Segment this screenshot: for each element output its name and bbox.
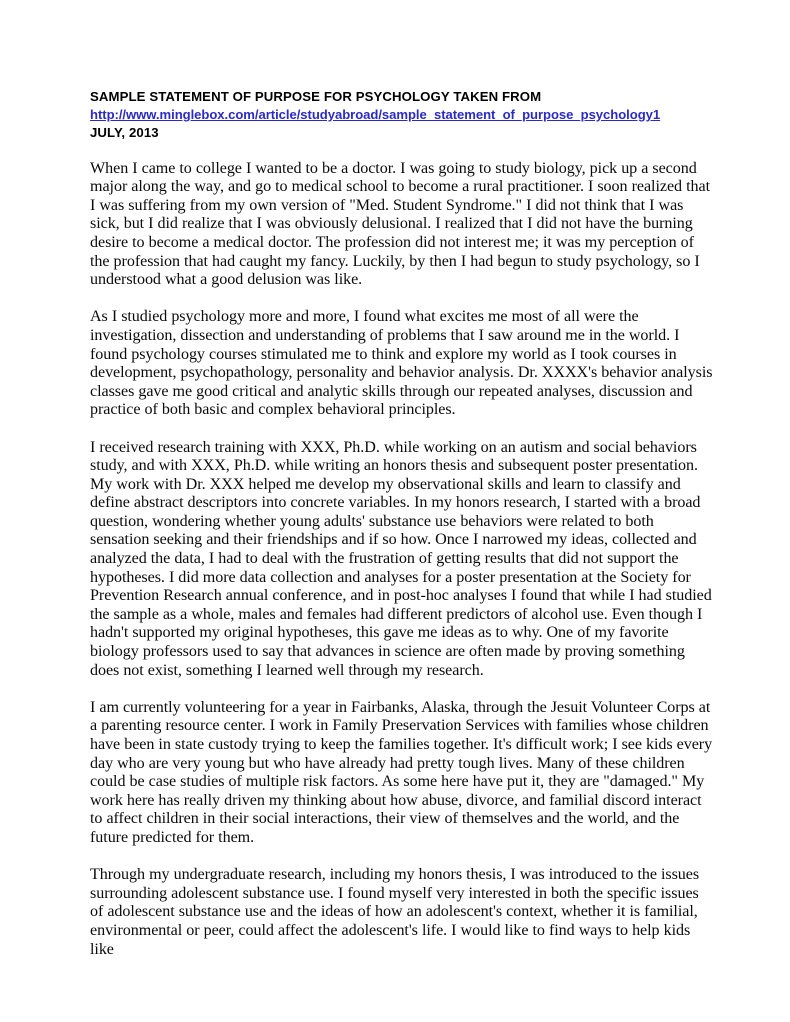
source-url-link[interactable]: http://www.minglebox.com/article/studyabroad/sample_statement_of_purpose_psychology1 (90, 107, 661, 123)
paragraph-2: As I studied psychology more and more, I found what excites me most of all were the investigation, dissection and understanding of problems that I saw around me in the world. I found psychology courses stimulated me to think and explore my world as I took courses in development, psychopathology, personality and behavior analysis. Dr. XXXX's behavior analysis classes gave me good critical and analytic skills through our repeated analyses, discussion and practice of both basic and complex behavioral principles. (90, 308, 713, 419)
document-date: JULY, 2013 (90, 125, 159, 141)
document-body (90, 160, 716, 960)
paragraph-3: I received research training with XXX, Ph.D. while working on an autism and social behaviors study, and with XXX, Ph.D. while writing an honors thesis and subsequent poster presentation. My work with Dr. XXX helped me develop my observational skills and learn to classify and define abstract descriptors into concrete variables. In my honors research, I started with a broad question, wondering whether young adults' substance use behaviors were related to both sensation seeking and their friendships and if so how. Once I narrowed my ideas, collected and analyzed the data, I had to deal with the frustration of getting results that did not support the hypotheses. I did more data collection and analyses for a poster presentation at the Society for Prevention Research annual conference, and in post-hoc analyses I found that while I had studied the sample as a whole, males and females had different predictors of alcohol use. Even though I hadn't supported my original hypotheses, this gave me ideas as to why. One of my favorite biology professors used to say that advances in science are often made by proving something does not exist, something I learned well through my research. (90, 438, 712, 679)
paragraph-1: When I came to college I wanted to be a doctor. I was going to study biology, pick up a second major along the way, and go to medical school to become a rural practitioner. I soon realized that I was suffering from my own version of "Med. Student Syndrome." I did not think that I was sick, but I did realize that I was obviously delusional. I realized that I did not have the burning desire to become a medical doctor. The profession did not interest me; it was my perception of the profession that had caught my fancy. Luckily, by then I had begun to study psychology, so I understood what a good delusion was like. (90, 159, 710, 289)
document-header (90, 88, 716, 143)
paragraph-4: I am currently volunteering for a year in Fairbanks, Alaska, through the Jesuit Volunteer Corps at a parenting resource center. I work in Family Preservation Services with families whose children have been in state custody trying to keep the families together. It's difficult work; I see kids every day who are very young but who have already had pretty tough lives. Many of these children could be case studies of multiple risk factors. As some here have put it, they are "damaged." My work here has really driven my thinking about how abuse, divorce, and familial discord interact to affect children in their social interactions, their view of themselves and the world, and the future predicted for them. (90, 698, 713, 846)
page-title: SAMPLE STATEMENT OF PURPOSE FOR PSYCHOLOGY TAKEN FROM (90, 89, 542, 104)
document-content (90, 88, 716, 959)
paragraph-5: Through my undergraduate research, including my honors thesis, I was introduced to the issues surrounding adolescent substance use. I found myself very interested in both the specific issues of adolescent substance use and the ideas of how an adolescent's context, whether it is familial, environmental or peer, could affect the adolescent's life. I would like to find ways to help kids like (90, 866, 700, 958)
